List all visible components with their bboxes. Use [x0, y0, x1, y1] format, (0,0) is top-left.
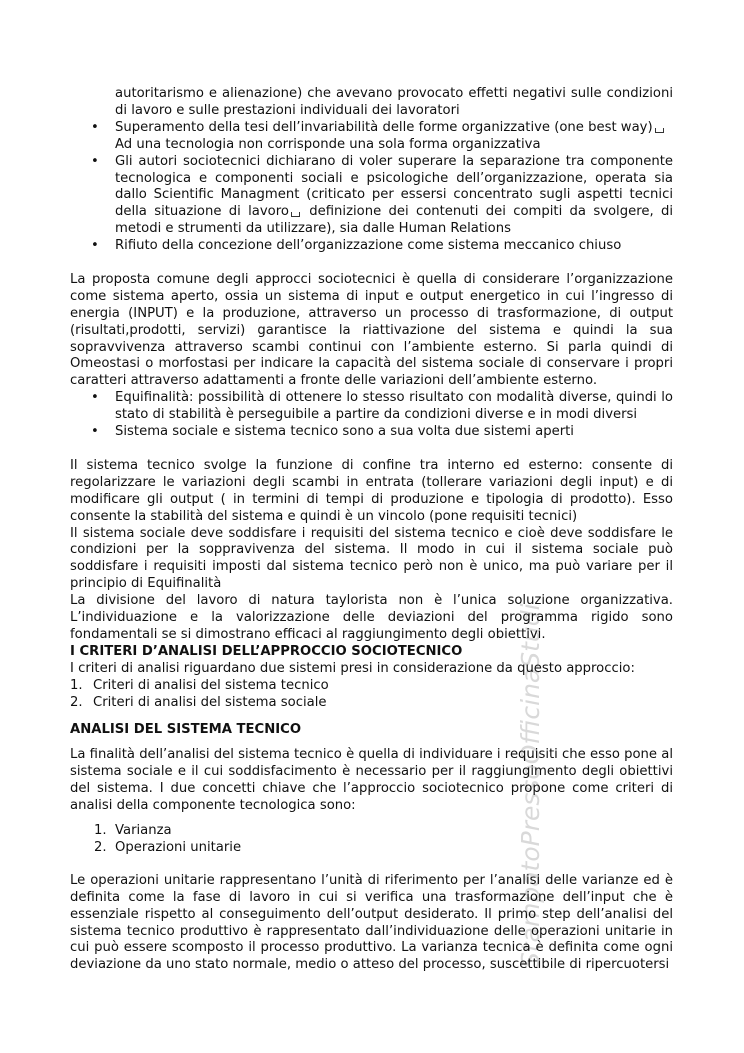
paragraph-operazioni-unitarie: Le operazioni unitarie rappresentano l’unità di riferimento per l’analisi delle varianze ed è definita come la fase di lavoro in cui si verifica una trasformazione dell’input che è essenziale rispetto al conseguimento dell’output desiderato. Il primo step dell’analisi del sistema tecnico produttivo è rappresentato dall’individuazione delle operazioni unitarie in cui può essere scomposto il processo produttivo. La varianza tecnica è definita come ogni deviazione da uno stato normale, medio o atteso del processo, suscettibile di ripercuotersi — [70, 872, 673, 973]
list-item — [70, 695, 673, 712]
list-item — [70, 120, 673, 154]
paragraph-sistema-sociale: Il sistema sociale deve soddisfare i requisiti del sistema tecnico e cioè deve soddisfare le condizioni per la soppravivenza del sistema. Il modo in cui il sistema sociale può soddisfare i requisiti imposti dal sistema tecnico però non è unico, ma può variare per il principio di Equifinalità — [70, 525, 673, 592]
concetti-list — [70, 823, 673, 857]
document-page — [70, 86, 673, 974]
list-item-text: Criteri di analisi del sistema tecnico — [93, 677, 329, 693]
list-item: • Rifiuto della concezione dell’organizzazione come sistema meccanico chiuso — [70, 238, 673, 255]
glyph-box-icon — [655, 128, 664, 133]
intro-bullet-list — [70, 120, 673, 255]
heading-criteri: I CRITERI D’ANALISI DELL’APPROCCIO SOCIOTECNICO — [70, 643, 463, 659]
heading-analisi-sistema-tecnico: ANALISI DEL SISTEMA TECNICO — [70, 721, 302, 737]
list-number: 2. — [70, 694, 83, 710]
watermark: StampatoPressoOfficinaStudi — [516, 603, 545, 968]
paragraph-criteri: I criteri di analisi riguardano due sistemi presi in considerazione da questo approccio: — [70, 660, 635, 676]
glyph-box-icon — [291, 212, 300, 217]
paragraph-sistema-tecnico: Il sistema tecnico svolge la funzione di confine tra interno ed esterno: consente di regolarizzare le variazioni degli scambi in entrata (tollerare variazioni degli input) e di modificare gli output ( in termini di tempi di produzione e tipologia di prodotto). Esso consente la stabilità del sistema e quindi è un vincolo (pone requisiti tecnici) — [70, 457, 673, 524]
intro-continuation: autoritarismo e alienazione) che avevano provocato effetti negativi sulle condizioni di lavoro e sulle prestazioni individuali dei lavoratori — [115, 86, 673, 118]
list-item — [70, 840, 673, 857]
equifinality-bullet-list — [70, 390, 673, 441]
list-number: 1. — [70, 677, 83, 693]
list-item: • Sistema sociale e sistema tecnico sono a sua volta due sistemi aperti — [70, 424, 673, 441]
list-number: 2. — [94, 839, 107, 855]
paragraph-finalita: La finalità dell’analisi del sistema tecnico è quella di individuare i requisiti che esso pone al sistema sociale e il cui soddisfacimento è necessario per il raggiungimento degli obiettivi del sistema. I due concetti chiave che l’approccio sociotecnico propone come criteri di analisi della componente tecnologica sono: — [70, 747, 673, 814]
bullet-text: Superamento della tesi dell’invariabilità delle forme organizzative (one best way) — [115, 119, 653, 135]
list-item — [70, 154, 673, 239]
bullet-text: definizione dei contenuti dei compiti da svolgere, di metodi e strumenti da utilizzare), sia dalle Human Relations — [115, 204, 673, 237]
list-item-text: Operazioni unitarie — [115, 839, 242, 855]
list-item-text: Criteri di analisi del sistema sociale — [93, 694, 327, 710]
bullet-text: Ad una tecnologia non corrisponde una sola forma organizzativa — [115, 136, 541, 152]
list-item — [70, 678, 673, 695]
criteri-list — [70, 678, 673, 712]
list-item: • Equifinalità: possibilità di ottenere lo stesso risultato con modalità diverse, quindi lo stato di stabilità è perseguibile a partire da condizioni diverse e in modi diversi — [70, 390, 673, 424]
paragraph-divisione-lavoro: La divisione del lavoro di natura taylorista non è l’unica soluzione organizzativa. L’individuazione e la valorizzazione delle deviazioni del programma rigido sono fondamentali se si dimostrano efficaci al raggiungimento degli obiettivi. — [70, 593, 673, 642]
list-item — [70, 823, 673, 840]
paragraph-open-system: La proposta comune degli approcci sociotecnici è quella di considerare l’organizzazione come sistema aperto, ossia un sistema di input e output energetico in cui l’ingresso di energia (INPUT) e la produzione, attraverso un processo di trasformazione, di output (risultati,prodotti, servizi) garantisce la riattivazione del sistema e quindi la sua sopravvivenza attraverso scambi continui con l’ambiente esterno. Si parla quindi di Omeostasi o morfostasi per indicare la capacità del sistema sociale di conservare i propri caratteri attraverso adattamenti a fronte delle variazioni dell’ambiente esterno. — [70, 271, 673, 389]
list-number: 1. — [94, 823, 107, 839]
bullet-text: Gli autori sociotecnici dichiarano di voler superare la separazione tra componente tecnologica e componenti sociali e psicologiche dell’organizzazione, operata sia dallo Scientific Managment (criticato per essersi concentrato sugli aspetti tecnici della situazione di lavoro — [115, 153, 673, 220]
list-item-text: Varianza — [115, 823, 172, 839]
